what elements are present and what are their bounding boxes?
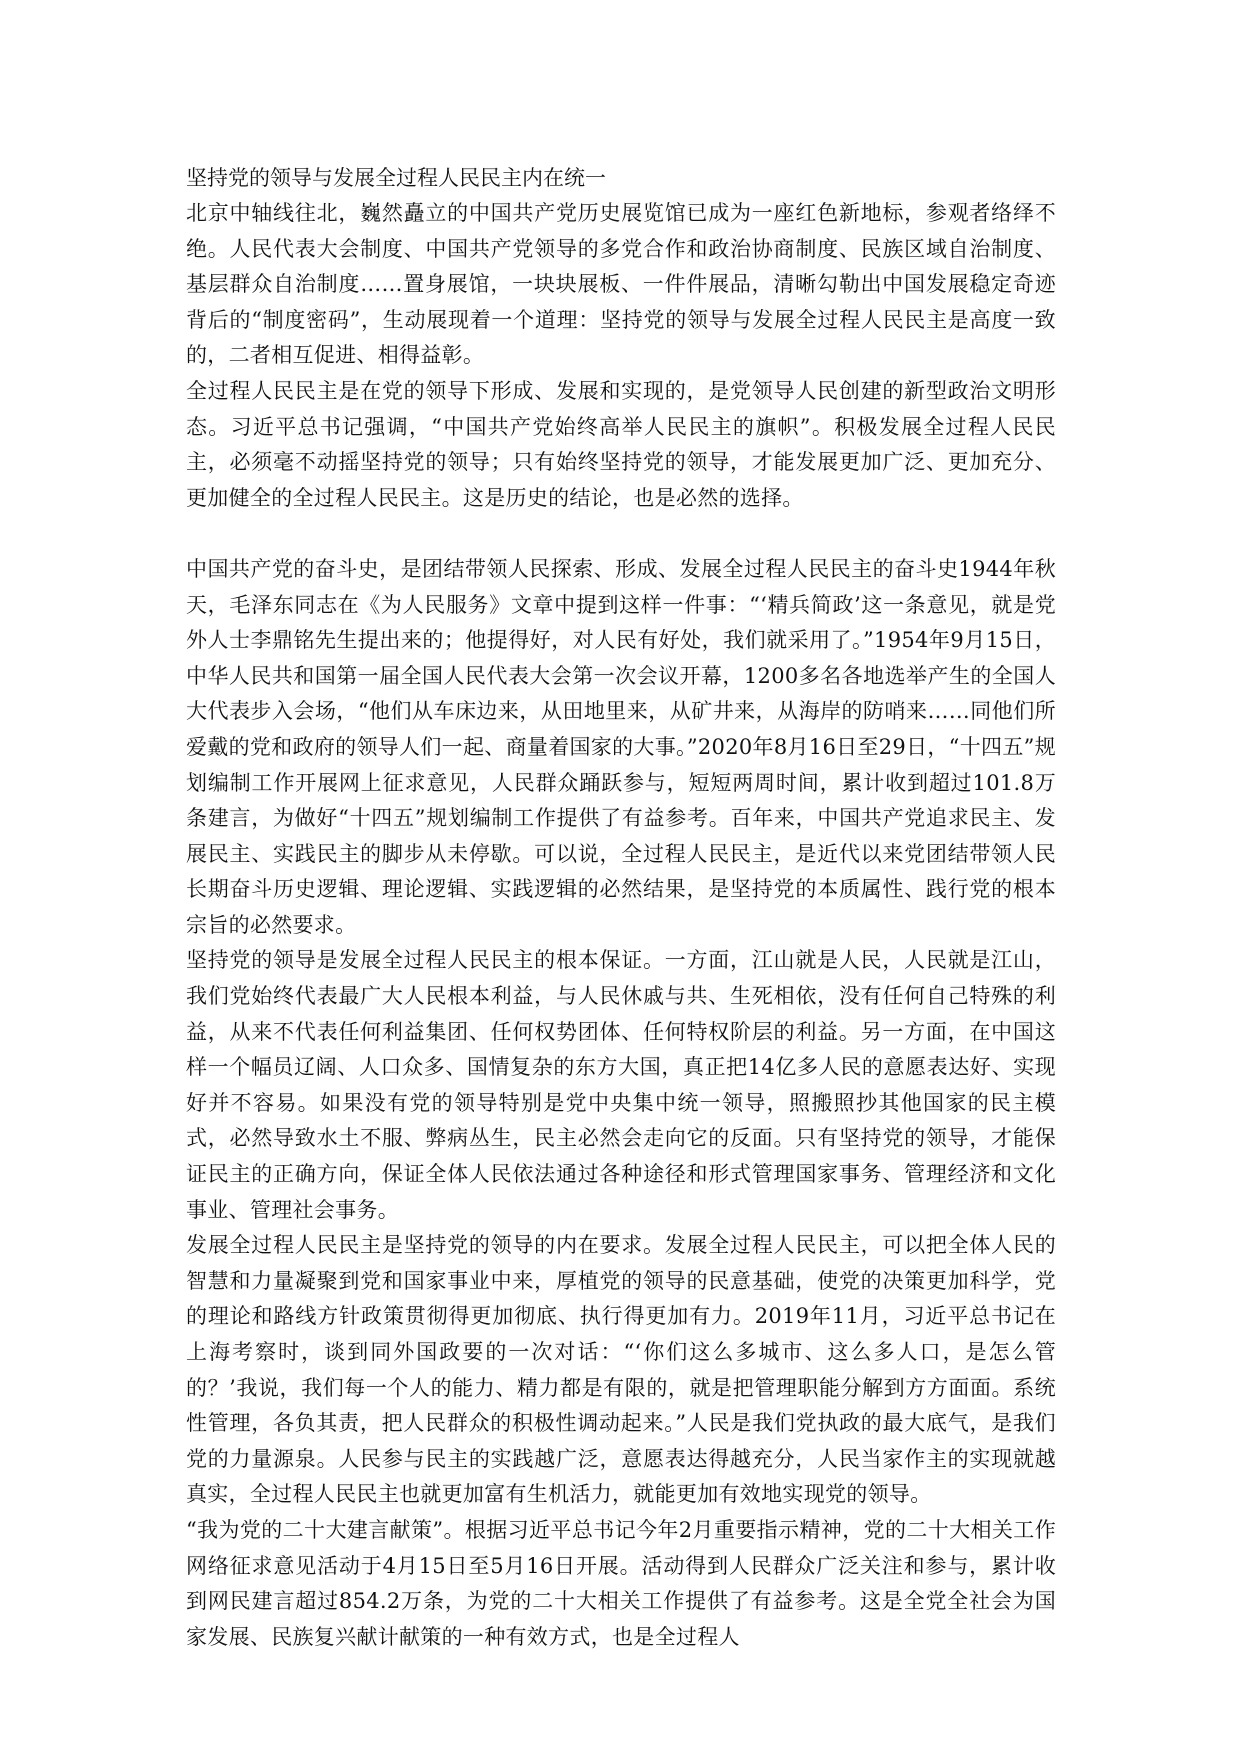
paragraph-2: 全过程人民民主是在党的领导下形成、发展和实现的，是党领导人民创建的新型政治文明形态。习近平总书记强调，“中国共产党始终高举人民民主的旗帜”。积极发展全过程人民民主，必须毫不动摇坚持党的领导；只有始终坚持党的领导，才能发展更加广泛、更加充分、更加健全的全过程人民民主。这是历史的结论，也是必然的选择。: [186, 378, 1056, 510]
paragraph-5: 发展全过程人民民主是坚持党的领导的内在要求。发展全过程人民民主，可以把全体人民的智慧和力量凝聚到党和国家事业中来，厚植党的领导的民意基础，使党的决策更加科学，党的理论和路线方针政策贯彻得更加彻底、执行得更加有力。2019年11月，习近平总书记在上海考察时，谈到同外国政要的一次对话：“‘你们这么多城市、这么多人口，是怎么管的？’我说，我们每一个人的能力、精力都是有限的，就是把管理职能分解到方方面面。系统性管理，各负其责，把人民群众的积极性调动起来。”人民是我们党执政的最大底气，是我们党的力量源泉。人民参与民主的实践越广泛，意愿表达得越充分，人民当家作主的实现就越真实，全过程人民民主也就更加富有生机活力，就能更加有效地实现党的领导。: [186, 1233, 1056, 1507]
paragraph-3: 中国共产党的奋斗史，是团结带领人民探索、形成、发展全过程人民民主的奋斗史1944年秋天，毛泽东同志在《为人民服务》文章中提到这样一件事：“‘精兵简政’这一条意见，就是党外人士李鼎铭先生提出来的；他提得好，对人民有好处，我们就采用了。”1954年9月15日，中华人民共和国第一届全国人民代表大会第一次会议开幕，1200多名各地选举产生的全国人大代表步入会场，“他们从车床边来，从田地里来，从矿井来，从海岸的防哨来……同他们所爱戴的党和政府的领导人们一起、商量着国家的大事。”2020年8月16日至29日，“十四五”规划编制工作开展网上征求意见，人民群众踊跃参与，短短两周时间，累计收到超过101.8万条建言，为做好“十四五”规划编制工作提供了有益参考。百年来，中国共产党追求民主、发展民主、实践民主的脚步从未停歇。可以说，全过程人民民主，是近代以来党团结带领人民长期奋斗历史逻辑、理论逻辑、实践逻辑的必然结果，是坚持党的本质属性、践行党的根本宗旨的必然要求。: [186, 556, 1056, 937]
paragraph-4: 坚持党的领导是发展全过程人民民主的根本保证。一方面，江山就是人民，人民就是江山，我们党始终代表最广大人民根本利益，与人民休戚与共、生死相依，没有任何自己特殊的利益，从来不代表任何利益集团、任何权势团体、任何特权阶层的利益。另一方面，在中国这样一个幅员辽阔、人口众多、国情复杂的东方大国，真正把14亿多人民的意愿表达好、实现好并不容易。如果没有党的领导特别是党中央集中统一领导，照搬照抄其他国家的民主模式，必然导致水土不服、弊病丛生，民主必然会走向它的反面。只有坚持党的领导，才能保证民主的正确方向，保证全体人民依法通过各种途径和形式管理国家事务、管理经济和文化事业、管理社会事务。: [186, 948, 1056, 1222]
paragraph-1: 北京中轴线往北，巍然矗立的中国共产党历史展览馆已成为一座红色新地标，参观者络绎不绝。人民代表大会制度、中国共产党领导的多党合作和政治协商制度、民族区域自治制度、基层群众自治制度……置身展馆，一块块展板、一件件展品，清晰勾勒出中国发展稳定奇迹背后的“制度密码”，生动展现着一个道理：坚持党的领导与发展全过程人民民主是高度一致的，二者相互促进、相得益彰。: [186, 201, 1056, 368]
paragraph-6: “我为党的二十大建言献策”。根据习近平总书记今年2月重要指示精神，党的二十大相关工作网络征求意见活动于4月15日至5月16日开展。活动得到人民群众广泛关注和参与，累计收到网民建言超过854.2万条，为党的二十大相关工作提供了有益参考。这是全党全社会为国家发展、民族复兴献计献策的一种有效方式，也是全过程人: [186, 1517, 1056, 1649]
document-title: 坚持党的领导与发展全过程人民民主内在统一: [186, 166, 606, 190]
document-page: [186, 160, 1056, 1655]
